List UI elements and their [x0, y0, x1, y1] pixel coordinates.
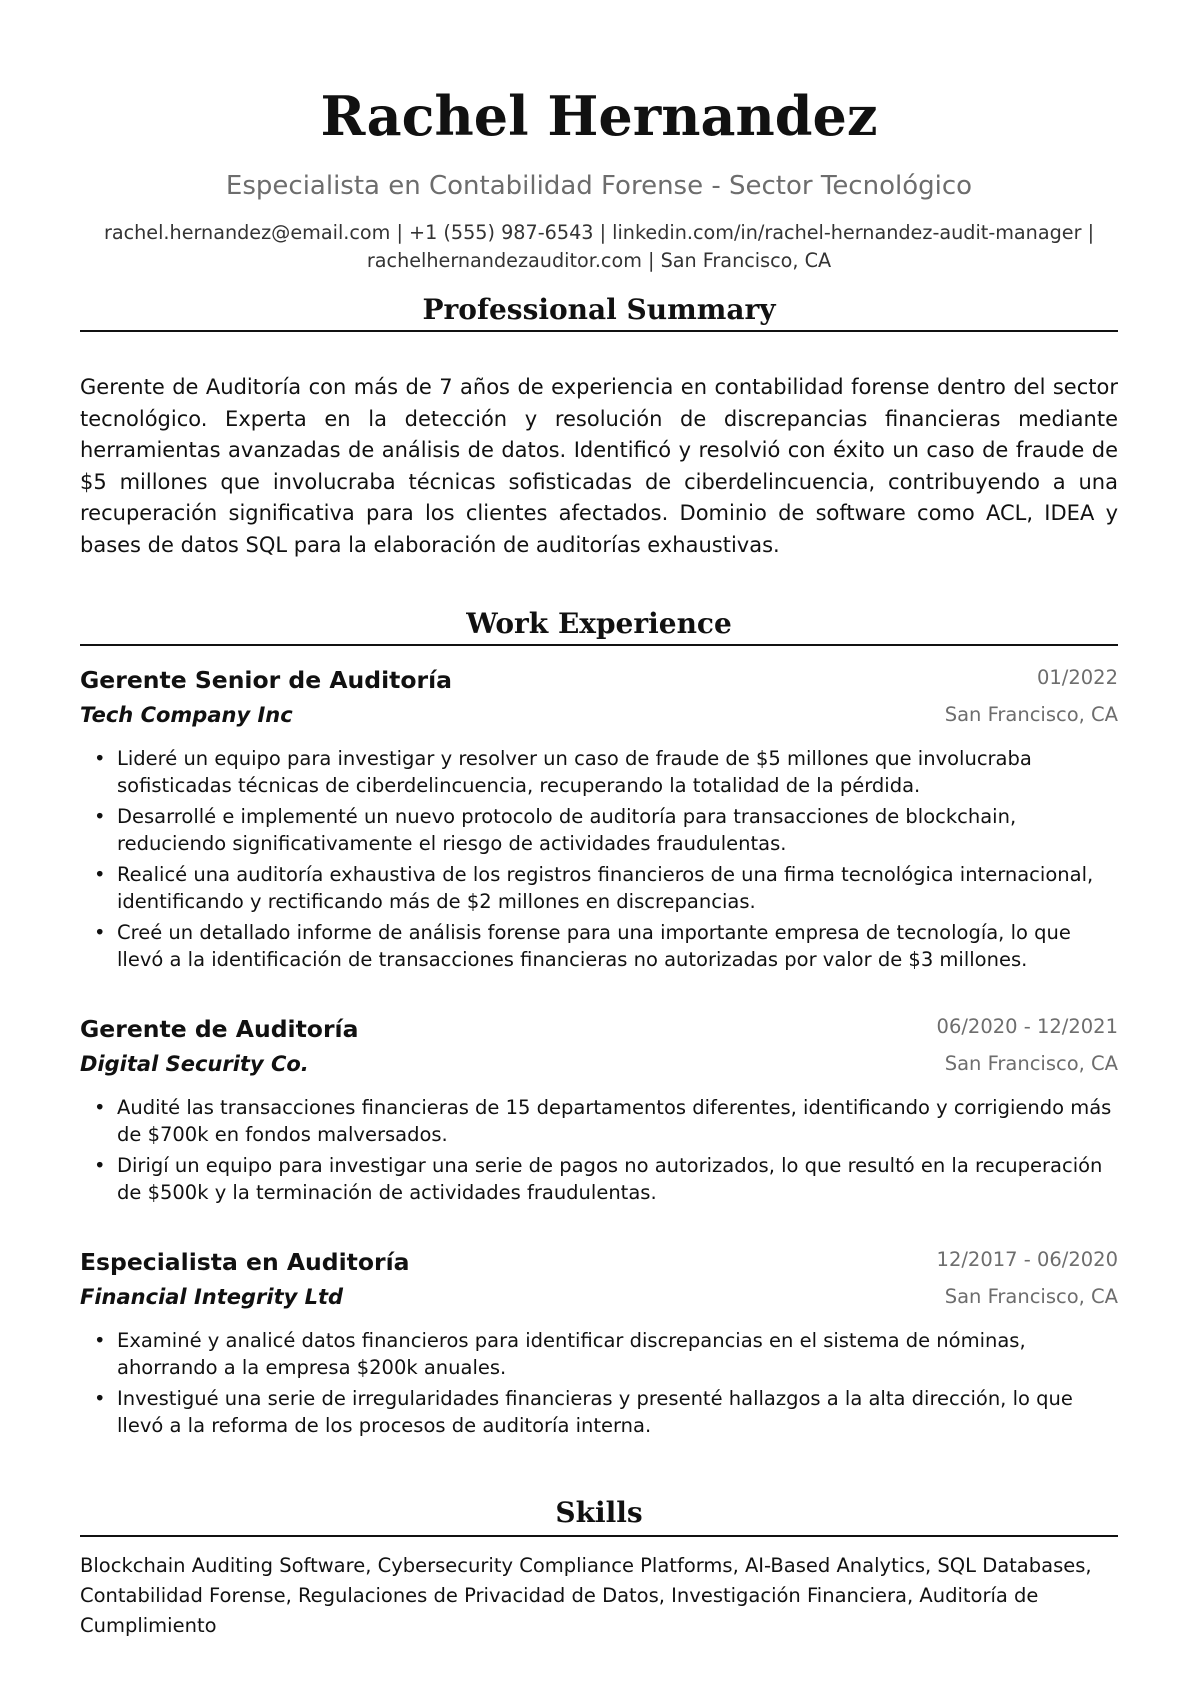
bullet-icon: • — [94, 1329, 106, 1352]
bullet-item: • Dirigí un equipo para investigar una serie de pagos no autorizados, lo que resultó en la recuperación de $500k y la terminación de actividades fraudulentas. — [94, 1154, 1103, 1204]
bullet-item: • Creé un detallado informe de análisis forense para una importante empresa de tecnología, lo que llevó a la identificación de transacciones financieras no autorizadas por valor de $3 millones. — [94, 921, 1071, 971]
job-bullets — [80, 1094, 1118, 1210]
job-location: San Francisco, CA — [944, 1285, 1118, 1308]
bullet-icon: • — [94, 1096, 106, 1119]
job-bullets — [80, 1327, 1118, 1443]
bullet-icon: • — [94, 863, 106, 886]
section-title-skills: Skills — [555, 1496, 643, 1529]
bullet-item: • Desarrollé e implementé un nuevo protocolo de auditoría para transacciones de blockchain, reduciendo significativamente el riesgo de actividades fraudulentas. — [94, 805, 1017, 855]
section-divider — [80, 1535, 1118, 1537]
bullet-item: • Realicé una auditoría exhaustiva de los registros financieros de una firma tecnológica internacional, identificando y rectificando más de $2 millones en discrepancias. — [94, 863, 1094, 913]
bullet-item: • Audité las transacciones financieras de 15 departamentos diferentes, identificando y corrigiendo más de $700k en fondos malversados. — [94, 1096, 1112, 1146]
job-company: Financial Integrity Ltd — [80, 1285, 344, 1309]
job-title: Gerente Senior de Auditoría — [80, 666, 453, 694]
bullet-item: • Examiné y analicé datos financieros para identificar discrepancias en el sistema de nóminas, ahorrando a la empresa $200k anuales. — [94, 1329, 1026, 1379]
skills-text: Blockchain Auditing Software, Cybersecurity Compliance Platforms, AI-Based Analytics, SQL Databases, Contabilidad Forense, Regulaciones de Privacidad de Datos, Investigación Financiera, Auditoría de Cumplimiento — [80, 1554, 1092, 1637]
candidate-headline: Especialista en Contabilidad Forense - Sector Tecnológico — [225, 171, 973, 201]
job-title: Gerente de Auditoría — [80, 1015, 359, 1043]
job-location: San Francisco, CA — [944, 1052, 1118, 1075]
contact-line-1: rachel.hernandez@email.com | +1 (555) 987-6543 | linkedin.com/in/rachel-hernandez-audit-manager | — [103, 221, 1095, 244]
job-bullets — [80, 745, 1118, 977]
section-divider — [80, 644, 1118, 646]
bullet-icon: • — [94, 921, 106, 944]
job-company: Tech Company Inc — [80, 703, 293, 727]
bullet-icon: • — [94, 805, 106, 828]
job-title: Especialista en Auditoría — [80, 1248, 410, 1276]
contact-info — [80, 219, 1118, 275]
job-date: 06/2020 - 12/2021 — [936, 1015, 1118, 1038]
bullet-item: • Investigué una serie de irregularidades financieras y presenté hallazgos a la alta dirección, lo que llevó a la reforma de los procesos de auditoría interna. — [94, 1387, 1073, 1437]
section-divider — [80, 330, 1118, 332]
job-company: Digital Security Co. — [80, 1052, 309, 1076]
bullet-item: • Lideré un equipo para investigar y resolver un caso de fraude de $5 millones que involucraba sofisticadas técnicas de ciberdelincuencia, recuperando la totalidad de la pérdida. — [94, 747, 1032, 797]
job-date: 12/2017 - 06/2020 — [936, 1248, 1118, 1271]
section-title-summary: Professional Summary — [422, 293, 776, 326]
bullet-icon: • — [94, 1154, 106, 1177]
summary-text: Gerente de Auditoría con más de 7 años de experiencia en contabilidad forense dentro del sector tecnológico. Experta en la detección y resolución de discrepancias financieras mediante herramientas avanzadas de análisis de datos. Identificó y resolvió con éxito un caso de fraude de $5 millones que involucraba técnicas sofisticadas de ciberdelincuencia, contribuyendo a una recuperación significativa para los clientes afectados. Dominio de software como ACL, IDEA y bases de datos SQL para la elaboración de auditorías exhaustivas. — [80, 375, 1118, 557]
job-location: San Francisco, CA — [944, 703, 1118, 726]
job-date: 01/2022 — [1036, 666, 1118, 689]
candidate-name: Rachel Hernandez — [320, 84, 878, 148]
contact-line-2: rachelhernandezauditor.com | San Francisco, CA — [366, 249, 832, 272]
section-title-experience: Work Experience — [466, 607, 732, 640]
bullet-icon: • — [94, 1387, 106, 1410]
bullet-icon: • — [94, 747, 106, 770]
